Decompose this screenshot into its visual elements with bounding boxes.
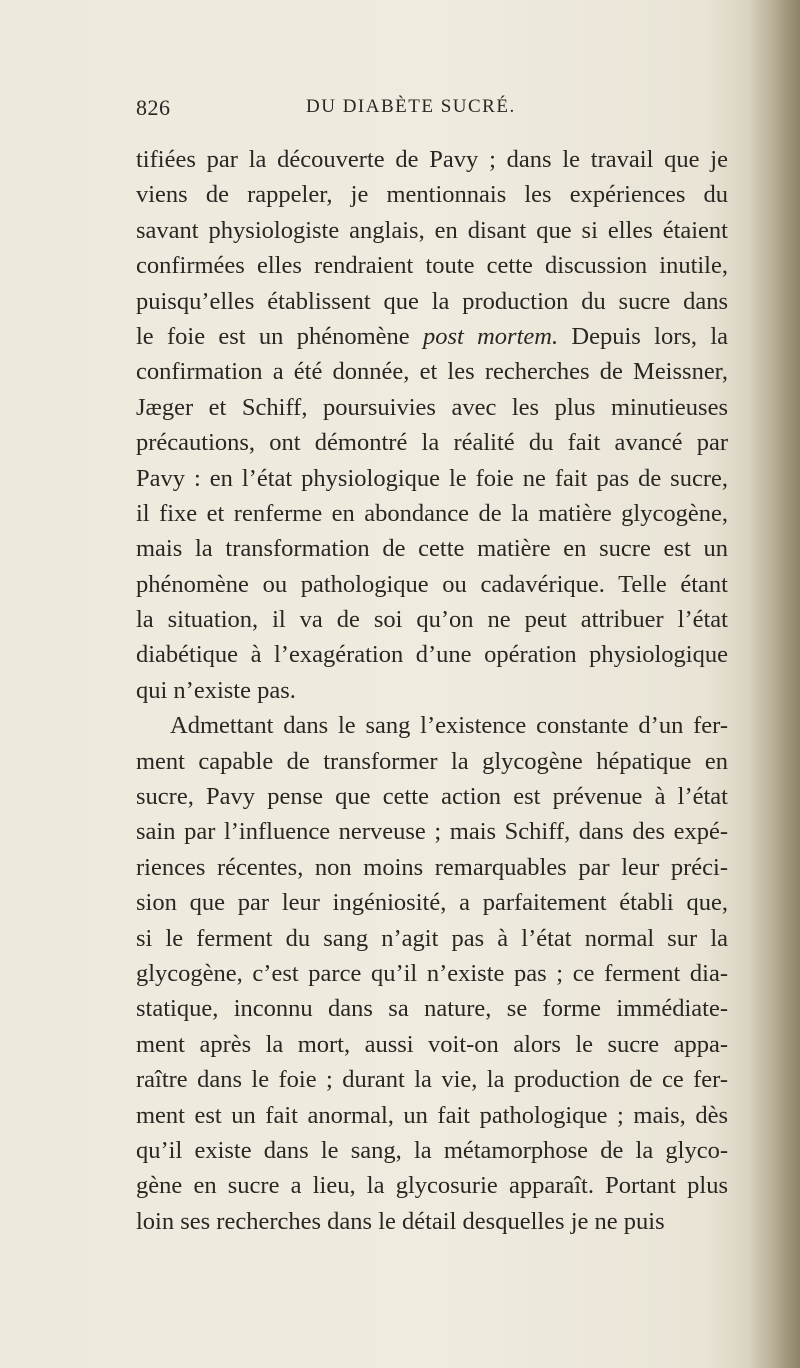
- text-line: tifiées par la découverte de Pavy ; dans le travail que je: [136, 146, 728, 173]
- text-segment: Depuis lors, la: [571, 322, 729, 350]
- text-line: confirmation a été donnée, et les recherches de Meissner,: [136, 358, 728, 386]
- page-number: 826: [136, 95, 171, 120]
- text-line: diabétique à l’exagération d’une opération physiologique: [136, 641, 728, 669]
- body-text: [136, 142, 728, 1239]
- text-line: qui n’existe pas.: [136, 676, 296, 704]
- text-line: la situation, il va de soi qu’on ne peut attribuer l’état: [136, 606, 728, 634]
- text-line: il fixe et renferme en abondance de la matière glycogène,: [136, 499, 728, 527]
- text-line: phénomène ou pathologique ou cadavérique. Telle étant: [136, 570, 728, 598]
- text-line: Pavy : en l’état physiologique le foie ne fait pas de sucre,: [136, 464, 728, 492]
- text-line: ment après la mort, aussi voit-on alors le sucre appa-: [136, 1030, 728, 1058]
- text-line: statique, inconnu dans sa nature, se forme immédiate-: [136, 995, 728, 1023]
- text-line: sion que par leur ingéniosité, a parfaitement établi que,: [136, 889, 728, 917]
- italic-phrase: post mortem.: [422, 322, 559, 350]
- text-line: précautions, ont démontré la réalité du fait avancé par: [136, 429, 728, 457]
- text-line: raître dans le foie ; durant la vie, la production de ce fer-: [136, 1066, 728, 1094]
- running-head: [136, 95, 728, 125]
- text-line: riences récentes, non moins remarquables par leur préci-: [136, 853, 728, 881]
- text-line: si le ferment du sang n’agit pas à l’état normal sur la: [136, 924, 728, 952]
- text-line: confirmées elles rendraient toute cette discussion inutile,: [136, 252, 728, 280]
- paragraph-start-line: Admettant dans le sang l’existence constante d’un fer-: [170, 712, 728, 740]
- text-line: ment est un fait anormal, un fait pathologique ; mais, dès: [136, 1101, 728, 1129]
- text-line: gène en sucre a lieu, la glycosurie apparaît. Portant plus: [136, 1172, 728, 1200]
- running-head-title: DU DIABÈTE SUCRÉ.: [306, 96, 516, 117]
- text-line: Jæger et Schiff, poursuivies avec les plus minutieuses: [136, 393, 728, 421]
- text-line: qu’il existe dans le sang, la métamorphose de la glyco-: [136, 1136, 728, 1164]
- text-line: puisqu’elles établissent que la production du sucre dans: [136, 287, 728, 315]
- text-line: glycogène, c’est parce qu’il n’existe pas ; ce ferment dia-: [136, 959, 728, 987]
- text-segment: le foie est un phénomène: [136, 322, 410, 350]
- text-line: savant physiologiste anglais, en disant que si elles étaient: [136, 216, 728, 244]
- text-line: loin ses recherches dans le détail desquelles je ne puis: [136, 1207, 665, 1235]
- page-edge-shadow: [748, 0, 800, 1368]
- text-line: sain par l’influence nerveuse ; mais Schiff, dans des expé-: [136, 818, 728, 846]
- text-line: viens de rappeler, je mentionnais les expériences du: [136, 181, 728, 209]
- text-line: sucre, Pavy pense que cette action est prévenue à l’état: [136, 783, 728, 811]
- text-line: mais la transformation de cette matière en sucre est un: [136, 535, 728, 563]
- text-line: ment capable de transformer la glycogène hépatique en: [136, 747, 728, 775]
- text-line: [136, 319, 728, 354]
